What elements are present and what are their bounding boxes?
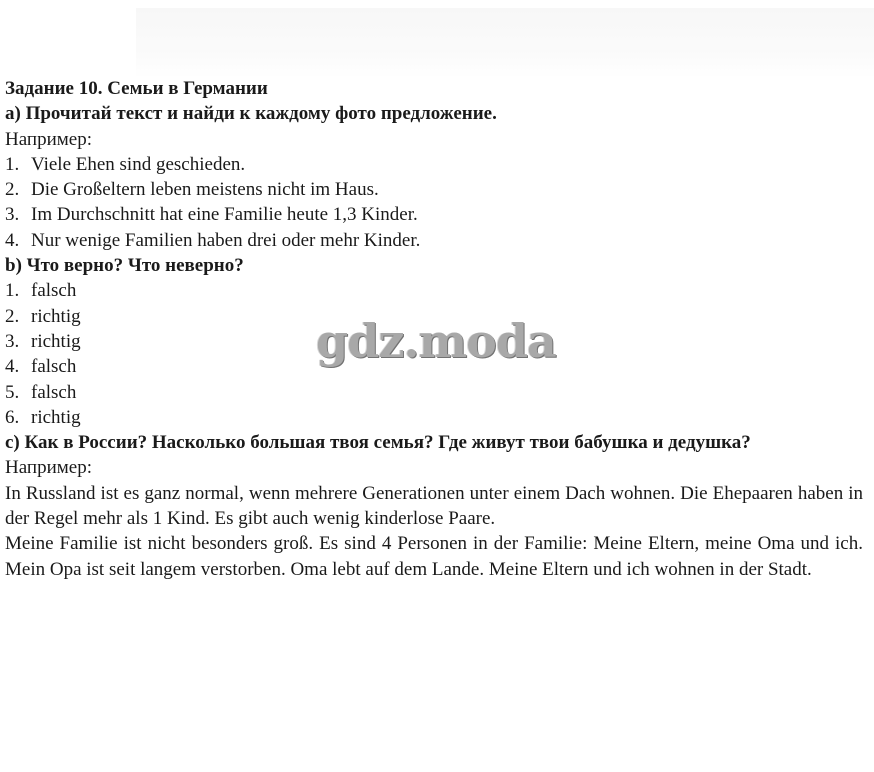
- item-number: 5.: [5, 381, 20, 403]
- item-number: 4.: [5, 229, 20, 251]
- item-text: richtig: [31, 330, 81, 352]
- list-item: [5, 380, 863, 405]
- item-number: 2.: [5, 305, 20, 327]
- list-item: [5, 177, 863, 202]
- item-number: 2.: [5, 179, 20, 201]
- section-b-heading: b) Что верно? Что неверно?: [5, 255, 244, 277]
- list-item: [5, 152, 863, 177]
- list-item: [5, 278, 863, 303]
- item-text: Nur wenige Familien haben drei oder mehr Kinder.: [31, 229, 421, 251]
- item-number: 6.: [5, 406, 20, 428]
- section-c-heading: c) Как в России? Насколько большая твоя семья? Где живут твои бабушка и дедушка?: [5, 432, 751, 454]
- section-c-example-label: Например:: [5, 457, 92, 479]
- list-item: [5, 228, 863, 253]
- list-item: [5, 202, 863, 227]
- section-a-heading: a) Прочитай текст и найди к каждому фото предложение.: [5, 103, 497, 125]
- section-a-example-label: Например:: [5, 128, 92, 150]
- item-number: 3.: [5, 330, 20, 352]
- answer-paragraph-2: Meine Familie ist nicht besonders groß. Es sind 4 Personen in der Familie: Meine Eltern, meine Oma und ich. Mein Opa ist seit langem verstorben. Oma lebt auf dem Lande. Meine Eltern und ich wohnen in der Stadt.: [5, 533, 863, 580]
- task-title: Задание 10. Семьи в Германии: [5, 78, 268, 99]
- item-number: 4.: [5, 356, 20, 378]
- item-text: falsch: [31, 280, 77, 302]
- item-text: richtig: [31, 305, 81, 327]
- item-text: Viele Ehen sind geschieden.: [31, 153, 246, 175]
- item-number: 1.: [5, 280, 20, 302]
- list-item: [5, 405, 863, 430]
- item-number: 3.: [5, 204, 20, 226]
- item-number: 1.: [5, 153, 20, 175]
- item-text: Die Großeltern leben meistens nicht im Haus.: [31, 179, 379, 201]
- item-text: falsch: [31, 356, 77, 378]
- item-text: falsch: [31, 381, 77, 403]
- item-text: richtig: [31, 406, 81, 428]
- site-watermark: gdz.moda: [316, 314, 556, 368]
- answer-paragraph-1: In Russland ist es ganz normal, wenn mehrere Generationen unter einem Dach wohnen. Die Ehepaaren haben in der Regel mehr als 1 Kind. Es gibt auch wenig kinderlose Paare.: [5, 482, 863, 530]
- item-text: Im Durchschnitt hat eine Familie heute 1,3 Kinder.: [31, 204, 418, 226]
- header-blur-region: [136, 8, 874, 78]
